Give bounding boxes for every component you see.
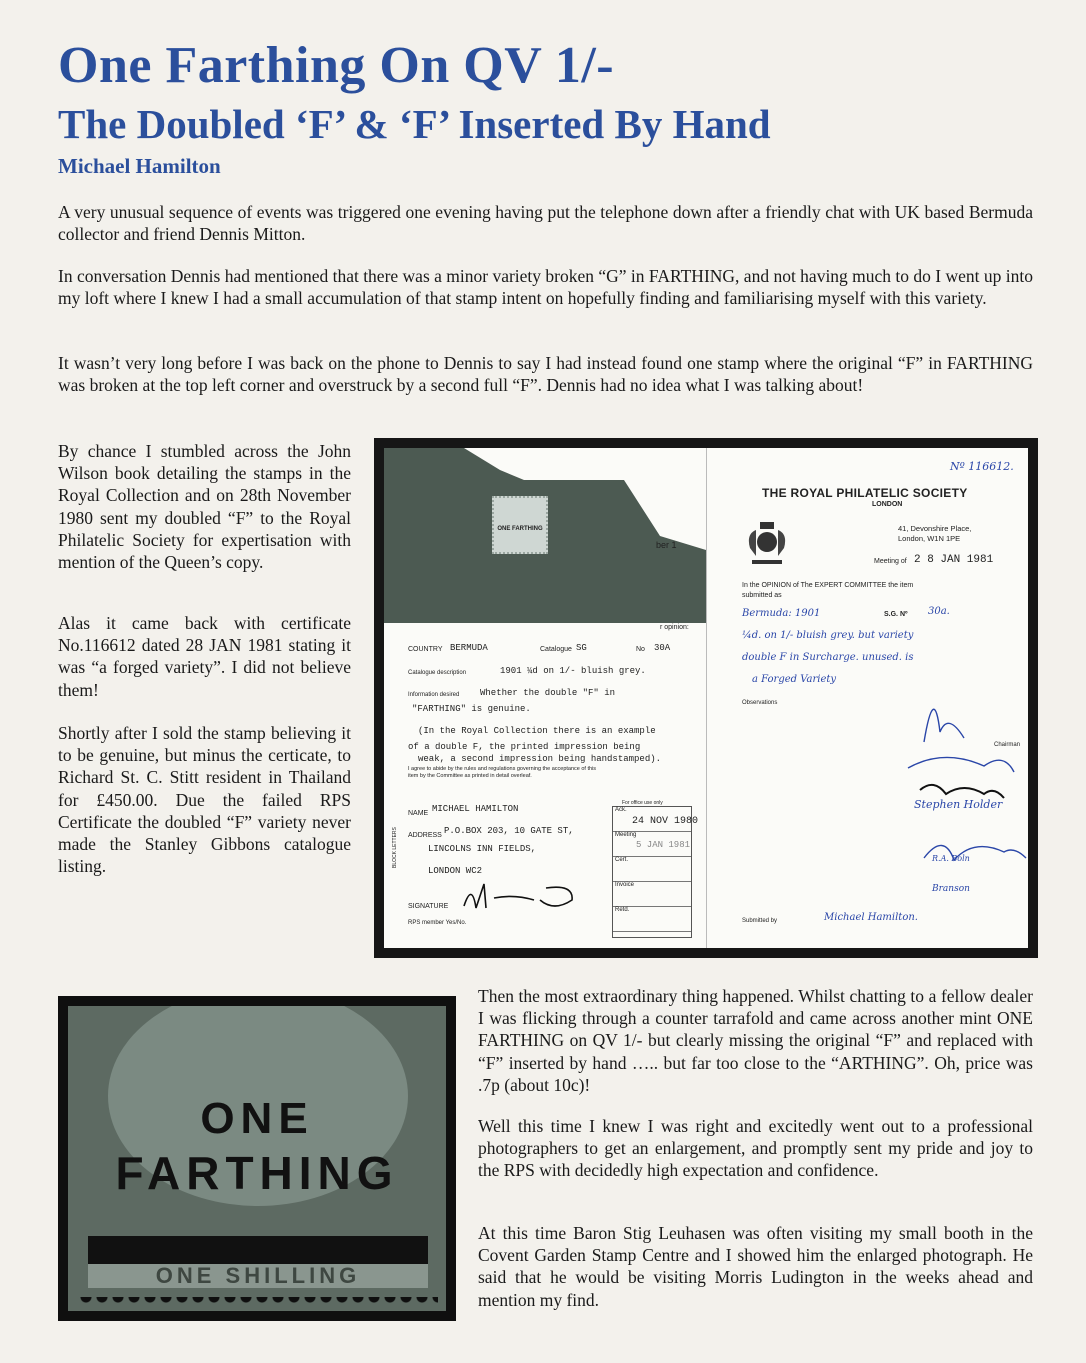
cert-info-2: "FARTHING" is genuine. <box>412 704 531 714</box>
cert-society-name: THE ROYAL PHILATELIC SOCIETY <box>762 486 968 500</box>
cert-signature-label: SIGNATURE <box>408 903 449 910</box>
cert-cert-row: Cert. <box>615 857 629 863</box>
cert-catno: 30A <box>654 643 671 653</box>
cert-desc-label: Catalogue description <box>408 670 467 676</box>
applicant-signature <box>454 878 594 914</box>
cert-sg-value: 30a. <box>928 606 950 617</box>
cert-desc: 1901 ¼d on 1/- bluish grey. <box>500 666 646 676</box>
cert-meeting-date: 2 8 JAN 1981 <box>914 554 994 566</box>
cert-country-label: COUNTRY <box>408 646 443 653</box>
cert-hand-2: ¼d. on 1/- bluish grey. but variety <box>742 630 914 641</box>
cert-addr-3: LONDON WC2 <box>428 866 483 876</box>
cert-sg-label: S.G. Nº <box>884 611 908 618</box>
cert-note-1: (In the Royal Collection there is an example <box>418 726 656 736</box>
stamp-thumbnail <box>492 496 548 554</box>
cert-chairman-label: Chairman <box>994 742 1021 748</box>
cert-opinion-line-2: submitted as <box>742 592 782 599</box>
cert-invoice-row: Invoice <box>615 882 635 888</box>
royal-crest-icon <box>742 518 792 568</box>
paragraph-4: By chance I stumbled across the John Wilson book detailing the stamps in the Royal Collection and on 28th November 1980 sent my doubled “F” to the Royal Philatelic Society for expertisation with mention of the Queen’s copy. <box>58 441 351 573</box>
cert-country: BERMUDA <box>450 643 488 653</box>
cert-retd-row: Retd. <box>615 907 630 913</box>
paragraph-6: Shortly after I sold the stamp believing it to be genuine, but minus the certicate, to Richard St. C. Stitt resident in Thailand for £450.00. Due the failed RPS Certificate the doubled “F” variety never made the Stanley Gibbons catalogue listing. <box>58 723 351 877</box>
obliterating-bar <box>88 1236 428 1264</box>
cert-meeting-row-label: Meeting <box>615 832 637 838</box>
overprint-one: ONE <box>200 1094 314 1143</box>
cert-meeting-label: Meeting of <box>874 558 907 565</box>
cert-catno-label: No <box>636 646 645 653</box>
cert-opinion-fragment: r opinion: <box>660 624 689 631</box>
cert-note-2: of a double F, the printed impression being <box>408 742 641 752</box>
cert-submitted-label: Submitted by <box>742 918 778 924</box>
cert-name: MICHAEL HAMILTON <box>432 804 519 814</box>
cert-address-2: London, W1N 1PE <box>898 534 961 543</box>
cert-photo-fragment: ber 1 <box>656 540 677 550</box>
cert-info-label: Information desired <box>408 692 460 698</box>
committee-signatures <box>904 682 1028 912</box>
paragraph-3: It wasn’t very long before I was back on the phone to Dennis to say I had instead found one stamp where the original “F” in FARTHING was broken at the top left corner and overstruck by a second full “F”. Dennis had no idea what I was talking about! <box>58 353 1033 396</box>
cert-submitted-by: Michael Hamilton. <box>824 912 918 923</box>
paragraph-7: Then the most extraordinary thing happened. Whilst chatting to a fellow dealer I was flicking through a counter tarrafold and came across another mint ONE FARTHING on QV 1/- but clearly missing the original “F” and replaced with “F” inserted by hand ….. but far too close to the “ARTHING”. Oh, price was .7p (about 10c)! <box>478 986 1033 1095</box>
stamp-enlargement-image <box>58 996 456 1321</box>
cert-opinion-line-1: In the OPINION of The EXPERT COMMITTEE the item <box>742 582 914 589</box>
cert-signature-4: Branson <box>932 884 970 894</box>
cert-office-use: For office use only <box>622 800 663 806</box>
cert-hand-1: Bermuda: 1901 <box>742 608 821 619</box>
cert-fold-line <box>706 448 707 948</box>
cert-addr-2: LINCOLNS INN FIELDS, <box>428 844 537 854</box>
cert-member-label: RPS member Yes/No. <box>408 920 467 926</box>
cert-observations: Observations <box>742 700 778 706</box>
cert-address-label: ADDRESS <box>408 832 442 839</box>
cert-note-3: weak, a second impression being handstamped). <box>418 754 662 764</box>
cert-signature-2: Stephen Holder <box>914 798 1003 811</box>
paragraph-1: A very unusual sequence of events was triggered one evening having put the telephone down after a friendly chat with UK based Bermuda collector and friend Dennis Mitton. <box>58 202 1033 245</box>
stamp-thumbnail-overprint: ONE FARTHING <box>497 526 543 532</box>
cert-name-label: NAME <box>408 810 429 817</box>
paragraph-5: Alas it came back with certificate No.116612 dated 28 JAN 1981 stating it was “a forged variety”. I did not believe them! <box>58 613 351 700</box>
original-value-text: ONE SHILLING <box>88 1264 428 1288</box>
cert-addr-1: P.O.BOX 203, 10 GATE ST, <box>444 826 574 836</box>
cert-ack-label: Ack. <box>615 807 627 813</box>
paragraph-2: In conversation Dennis had mentioned that there was a minor variety broken “G” in FARTHING, and not having much to do I went up into my loft where I knew I had a small accumulation of that stamp intent on hopefully finding and familiarising myself with this variety. <box>58 266 1033 309</box>
overprint-farthing: FARTHING <box>115 1147 399 1199</box>
cert-address-1: 41, Devonshire Place, <box>898 524 972 533</box>
article-title: One Farthing On QV 1/- <box>58 37 615 94</box>
cert-block-letters: BLOCK LETTERS <box>392 827 398 868</box>
cert-number: Nº 116612. <box>950 460 1014 473</box>
paragraph-8: Well this time I knew I was right and excitedly went out to a professional photographers to get an enlargement, and promptly sent my pride and joy to the RPS with decidedly high expectation and confidence. <box>478 1116 1033 1181</box>
cert-hand-4: a Forged Variety <box>752 674 837 685</box>
cert-agree-2: item by the Committee as printed in detail overleaf. <box>408 773 532 779</box>
paragraph-9: At this time Baron Stig Leuhasen was often visiting my small booth in the Covent Garden Stamp Centre and I showed him the enlarged photograph. He said that he would be visiting Morris Ludington in the weeks ahead and mention my find. <box>478 1223 1033 1310</box>
cert-signature-3: R.A. Boln <box>932 854 970 863</box>
cert-ack-date: 24 NOV 1980 <box>632 816 699 827</box>
cert-agree-1: I agree to abide by the rules and regulations governing the acceptance of this <box>408 766 597 772</box>
cert-catalogue-label: Catalogue <box>540 646 572 653</box>
cert-society-city: LONDON <box>872 501 903 508</box>
article-subtitle: The Doubled ‘F’ & ‘F’ Inserted By Hand <box>58 101 771 147</box>
perforation-edge <box>78 1297 438 1311</box>
rps-certificate-image <box>374 438 1038 958</box>
cert-hand-3: double F in Surcharge. unused. is <box>742 652 914 663</box>
cert-catalogue: SG <box>576 643 587 653</box>
author-byline: Michael Hamilton <box>58 154 221 178</box>
cert-meeting-row-date: 5 JAN 1981 <box>636 840 691 850</box>
cert-info-1: Whether the double "F" in <box>480 688 616 698</box>
